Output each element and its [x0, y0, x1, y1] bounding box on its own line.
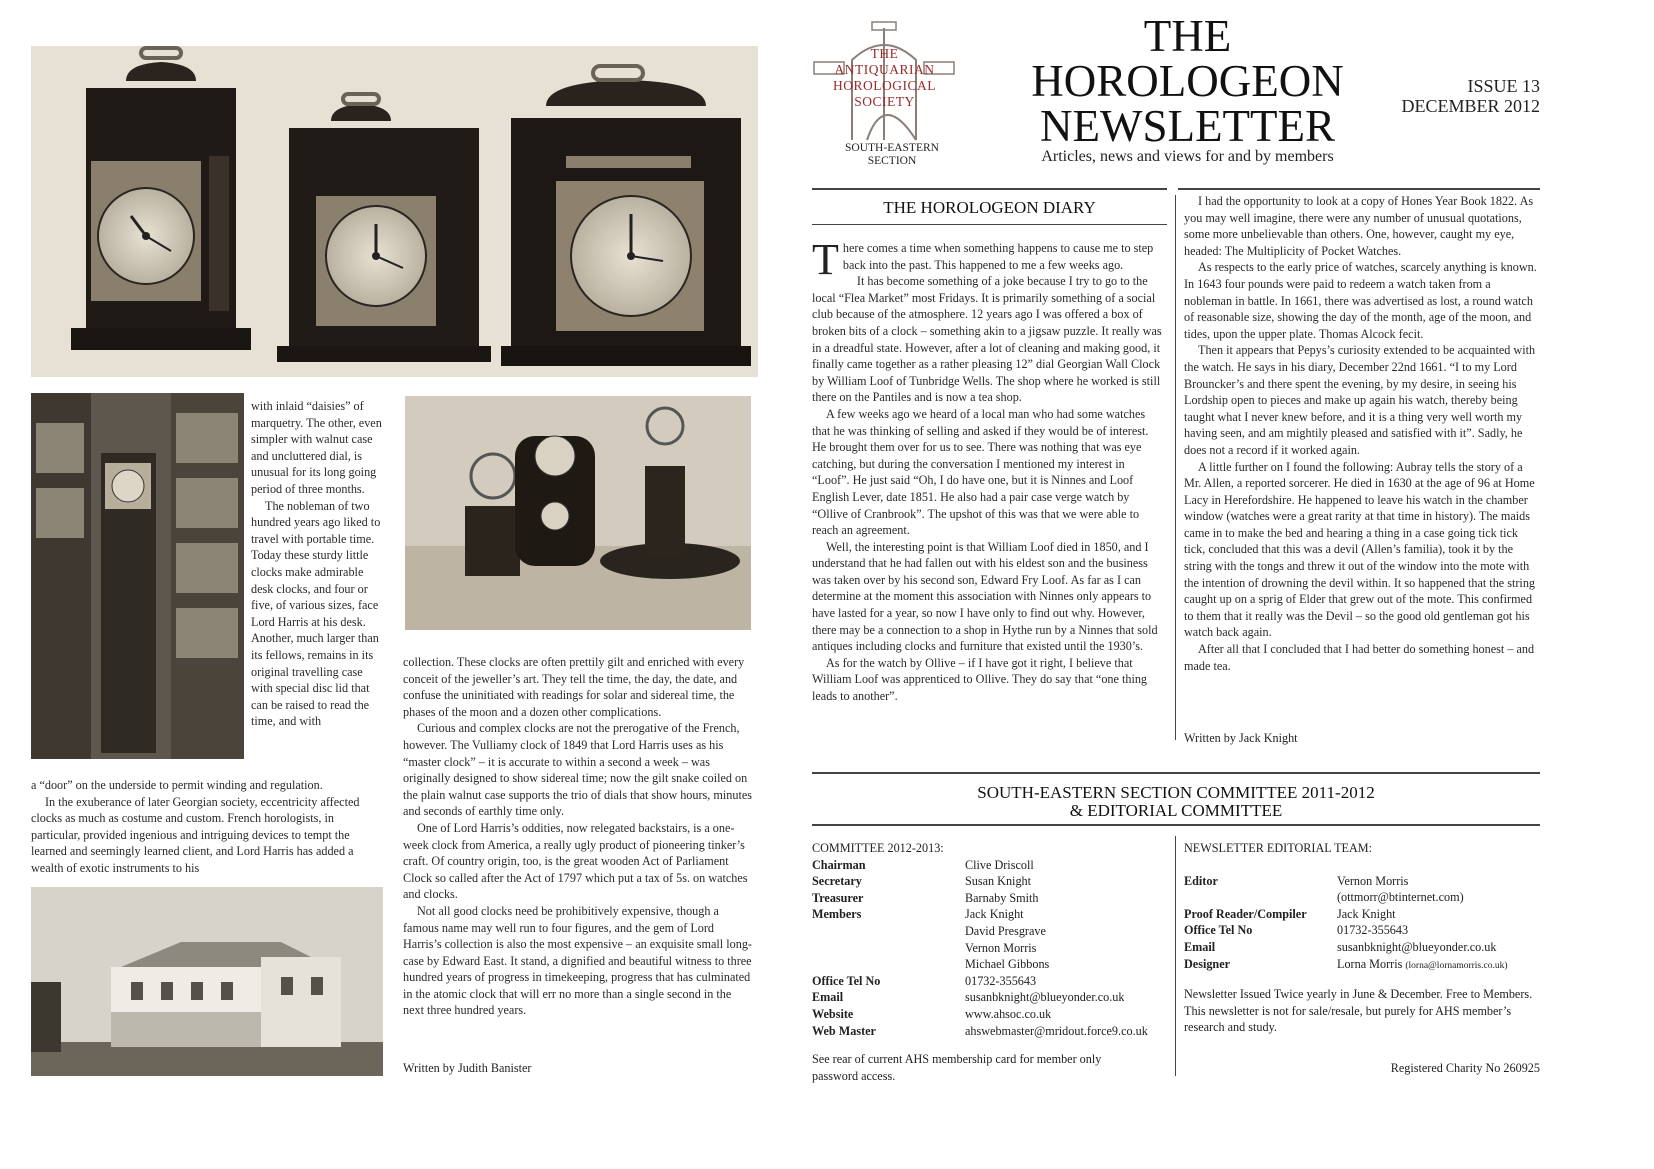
role-value: Vernon Morris	[1337, 873, 1409, 888]
editorial-row	[1184, 939, 1508, 956]
diary-paragraph: A little further on I found the following: Aubray tells the story of a Mr. Allen, a reported sorcerer. He died in 1630 at the age of 96 at Home Lacy in Herefordshire. He happened to leave his watch in the chamber window (watches were a great rarity at that time in history). The maids came in to make the bed and hearing a thing in a case going tick tick tick, concluded that this was a devil (Allen’s familia), took it by the string with the tongs and threw it out of the window into the mote with the intention of drowning the devil within. It so happened that the string caught up on a sprig of Elder that grew out of the mote. This confirmed to them that it really was the Devil – so the good old gentleman got his watch back again.	[1184, 459, 1536, 640]
role-label: Proof Reader/Compiler	[1184, 906, 1307, 921]
committee-row	[812, 857, 1148, 874]
diary-heading: THE HOROLOGEON DIARY	[883, 198, 1096, 217]
role-label: Editor	[1184, 873, 1218, 888]
editorial-row	[1184, 956, 1508, 975]
role-value: Michael Gibbons	[965, 957, 1050, 972]
exotic-clocks-illustration	[405, 396, 751, 630]
editorial-row	[1184, 922, 1508, 939]
diary-column-2	[1184, 193, 1540, 674]
committee-row	[812, 989, 1148, 1006]
role-label	[812, 923, 965, 940]
role-label: Email	[1184, 939, 1216, 954]
logo-text-line: THE	[870, 46, 899, 61]
charity-number: Registered Charity No 260925	[1390, 1061, 1540, 1075]
house-photo	[31, 887, 383, 1076]
title-line: HOROLOGEON	[1031, 56, 1344, 106]
committee-row	[812, 940, 1148, 957]
role-value: Susan Knight	[965, 874, 1032, 889]
editorial-row	[1184, 889, 1508, 906]
role-value: David Presgrave	[965, 923, 1046, 938]
issue-number: ISSUE 13	[1467, 76, 1540, 96]
logo-section-line: SOUTH-EASTERN	[845, 142, 939, 154]
diary-paragraph: As respects to the early price of watches, scarcely anything is known. In 1643 four pounds were paid to redeem a watch taken from a nobleman in battle. In 1661, there was advertised as lost, a round watch of reasonable size, showing the day of the month, age of the moon, and tides, upon the upper plate. Thomas Alcock fecit.	[1184, 260, 1537, 341]
masthead-tagline: Articles, news and views for and by members	[1041, 148, 1334, 165]
committee-row	[812, 923, 1148, 940]
library-illustration	[31, 393, 244, 759]
role-label: Secretary	[812, 874, 862, 889]
committee-row	[812, 1006, 1148, 1023]
committee-left	[812, 840, 1167, 1084]
article-paragraph: with inlaid “daisies” of marquetry. The other, even simpler with walnut case and uncluttered dial, is unusual for its long going period of three months.	[251, 399, 382, 496]
committee-row	[812, 956, 1148, 973]
committee-row	[812, 890, 1148, 907]
role-value	[1337, 956, 1508, 975]
diary-paragraph: I had the opportunity to look at a copy of Hones Year Book 1822. As you may well imagine, there were any number of unusual quotations, some more unbelievable than others. One, however, caught my eye, headed: The Multiplicity of Pocket Watches.	[1184, 194, 1534, 258]
committee-divider	[812, 772, 1540, 774]
editorial-table	[1184, 873, 1508, 975]
editorial-right	[1184, 840, 1540, 1036]
article-paragraph: a “door” on the underside to permit winding and regulation.	[31, 778, 323, 792]
role-value: 01732-355643	[965, 973, 1037, 988]
diary-paragraph: A few weeks ago we heard of a local man who had some watches that he was thinking of selling and asked if they would be of interest. He brought them over for us to see. There was nothing that was eye catching, but during the conversation I mentioned my interest in “Loof”. He just said “Oh, I do have one, but it is Ninnes and Loof English Lever, date 1851. He also had a pair case verge watch by “Ollive of Cranbrook”. The upshot of this was that we were able to reach an agreement.	[812, 406, 1149, 538]
website-link[interactable]: www.ahsoc.co.uk	[965, 1006, 1052, 1021]
editorial-title: NEWSLETTER EDITORIAL TEAM:	[1184, 841, 1372, 855]
editorial-row	[1184, 873, 1508, 890]
role-label: Website	[812, 1006, 854, 1021]
title-line: NEWSLETTER	[1040, 101, 1335, 151]
diary-paragraph: As for the watch by Ollive – if I have got it right, I believe that William Loof was apprenticed to Ollive. They do say that “one thing leads to another”.	[812, 655, 1148, 704]
section-divider	[812, 224, 1167, 225]
masthead-divider	[1178, 188, 1540, 190]
diary-paragraph: After all that I concluded that I had better do something honest – and made tea.	[1184, 642, 1535, 673]
committee-divider	[812, 824, 1540, 826]
role-value: Jack Knight	[1337, 906, 1396, 921]
left-article-col2	[403, 654, 753, 1019]
bracket-clocks-illustration	[31, 46, 758, 377]
email-link[interactable]: susanbknight@blueyonder.co.uk	[1337, 939, 1497, 954]
logo-text-line: SOCIETY	[854, 94, 915, 109]
library-longcase-photo	[31, 393, 244, 759]
left-article-wrap-column	[251, 398, 386, 730]
ahs-logo	[812, 20, 957, 170]
issue-date: DECEMBER 2012	[1401, 96, 1540, 116]
role-label: Members	[812, 907, 862, 922]
committee-footnote: See rear of current AHS membership card for member only password access.	[812, 1052, 1102, 1083]
role-label	[812, 956, 965, 973]
role-label: Designer	[1184, 956, 1231, 971]
diary-opening-paragraph	[812, 235, 1164, 284]
article-paragraph: In the exuberance of later Georgian society, eccentricity affected clocks as much as costume and custom. French horologists, in particular, provided ingenious and intriguing devices to tempt the learned and seemingly learned client, and Lord Harris has added a wealth of exotic instruments to his	[31, 794, 360, 875]
committee-table	[812, 857, 1148, 1040]
masthead-divider	[812, 188, 1167, 190]
newsletter-notice: Newsletter Issued Twice yearly in June & December. Free to Members. This newsletter is not for sale/resale, but purely for AHS member’s research and study.	[1184, 987, 1533, 1035]
role-label: Chairman	[812, 857, 866, 872]
role-value: 01732-355643	[1337, 923, 1409, 938]
logo-text-line: HOROLOGICAL	[833, 78, 936, 93]
role-label: Office Tel No	[1184, 923, 1253, 938]
committee-heading	[812, 784, 1540, 820]
diary-paragraph: Then it appears that Pepys’s curiosity extended to be acquainted with the watch. He says in his diary, December 22nd 1661. “I to my Lord Brouncker’s and there spent the evening, by my desire, in seeing his Lordship open to pieces and make up again his watch, thereby being taught what I never knew before, and it is a thing very well worth my having seen, and am mightily pleased and satisfied with it”. Sadly, he does not a record if it worked again.	[1184, 343, 1536, 457]
bracket-clocks-photo	[31, 46, 758, 377]
role-value: Jack Knight	[965, 907, 1024, 922]
article-paragraph: Curious and complex clocks are not the prerogative of the French, however. The Vulliamy clock of 1849 that Lord Harris uses as his “master clock” – it is accurate to within a second a week – was originally designed to show sidereal time; now the gilt snake coiled on the plain walnut case supports the trio of dials that show hours, minutes and seconds of earthly time only.	[403, 721, 752, 819]
masthead-title	[985, 11, 1390, 151]
editorial-row	[1184, 906, 1508, 923]
diary-column-1	[812, 235, 1164, 705]
designer-email-link[interactable]: (lorna@lornamorris.co.uk)	[1405, 960, 1508, 971]
committee-row	[812, 973, 1148, 990]
article-paragraph: The nobleman of two hundred years ago liked to travel with portable time. Today these sturdy little clocks make admirable desk clocks, and four or five, of various sizes, face Lord Harris at his desk. Another, much larger than its fellows, remains in its original travelling case with special disc lid that can be raised to read the time, and with	[251, 498, 381, 729]
logo-section-line: SECTION	[867, 155, 917, 167]
diary-paragraph: Well, the interesting point is that William Loof died in 1850, and I understand that he had fallen out with his eldest son and the business was taken over by his second son, Edward Fry Loof. As far as I can determine at the moment this association with Ninnes only appears to have lasted for a year, so now I have only to find out why. However, there may be a connection to a shop in Hythe run by a Ninnes that sold antiques including clocks and furniture that existed until the 1930’s.	[812, 539, 1158, 654]
email-link[interactable]: susanbknight@blueyonder.co.uk	[965, 990, 1125, 1005]
committee-title: COMMITTEE 2012-2013:	[812, 841, 944, 855]
diary-paragraph: It has become something of a joke because I try to go to the local “Flea Market” most Fridays. It is primarily something of a social club because of the atmosphere. 12 years ago I was offered a box of broken bits of a clock – something akin to a jigsaw puzzle. It really was in a dreadful state. However, after a lot of cleaning and making good, it finally came together as a rather pleasing 12” dial Georgian Wall Clock by William Loof of Tunbridge Wells. The shop where he worked is still there on the Pantiles and is now a tea shop.	[812, 274, 1162, 405]
role-label	[1184, 889, 1337, 906]
column-divider	[1175, 195, 1176, 740]
committee-heading-line: SOUTH-EASTERN SECTION COMMITTEE 2011-2012	[977, 783, 1375, 802]
issue-info	[1380, 76, 1540, 116]
role-label	[812, 940, 965, 957]
committee-column-divider	[1175, 836, 1176, 1076]
committee-row	[812, 906, 1148, 923]
webmaster-email-link[interactable]: ahswebmaster@mridout.force9.co.uk	[965, 1023, 1148, 1038]
role-label: Email	[812, 990, 844, 1005]
designer-name: Lorna Morris	[1337, 956, 1403, 971]
role-value: Barnaby Smith	[965, 890, 1039, 905]
exotic-clocks-photo	[405, 396, 751, 630]
article-paragraph: collection. These clocks are often prettily gilt and enriched with every conceit of the jeweller’s art. They tell the time, the day, the date, and confuse the uninitiated with readings for solar and sidereal time, the phases of the moon and a dozen other complications.	[403, 655, 745, 719]
committee-row	[812, 873, 1148, 890]
title-line: THE	[1143, 11, 1232, 61]
role-label: Office Tel No	[812, 973, 881, 988]
email-link[interactable]: (ottmorr@btinternet.com)	[1337, 890, 1464, 905]
committee-heading-line: & EDITORIAL COMMITTEE	[1069, 801, 1283, 820]
role-value: Vernon Morris	[965, 940, 1037, 955]
role-label: Web Master	[812, 1023, 876, 1038]
role-label: Treasurer	[812, 890, 864, 905]
article-paragraph: Not all good clocks need be prohibitively expensive, though a famous name may well run to four figures, and the gem of Lord Harris’s collection is also the most expensive – an exquisite small long-case by Edward East. It stand, a dignified and beautiful witness to three hundred years of progress in timekeeping, progress that has culminated in the atomic clock that will err no more than a single second in the next three hundred years.	[403, 903, 752, 1018]
role-value: Clive Driscoll	[965, 857, 1034, 872]
left-article-col1-continued	[31, 777, 386, 877]
left-article-byline: Written by Judith Banister	[403, 1061, 532, 1075]
article-paragraph: One of Lord Harris’s oddities, now relegated backstairs, is a one-week clock from America, a really ugly product of pioneering tinker’s craft. Of country origin, too, is the great wooden Act of Parliament Clock so called after the Act of 1797 which put a tax of 5s. on watches and clocks.	[403, 820, 748, 902]
committee-row	[812, 1023, 1148, 1040]
logo-text-line: ANTIQUARIAN	[834, 62, 935, 77]
drop-cap: T	[812, 235, 839, 284]
house-illustration	[31, 887, 383, 1076]
diary-opening-text: here comes a time when something happens to cause me to step back into the past. This happened to me a few weeks ago.	[842, 241, 1154, 272]
diary-byline: Written by Jack Knight	[1184, 731, 1298, 745]
